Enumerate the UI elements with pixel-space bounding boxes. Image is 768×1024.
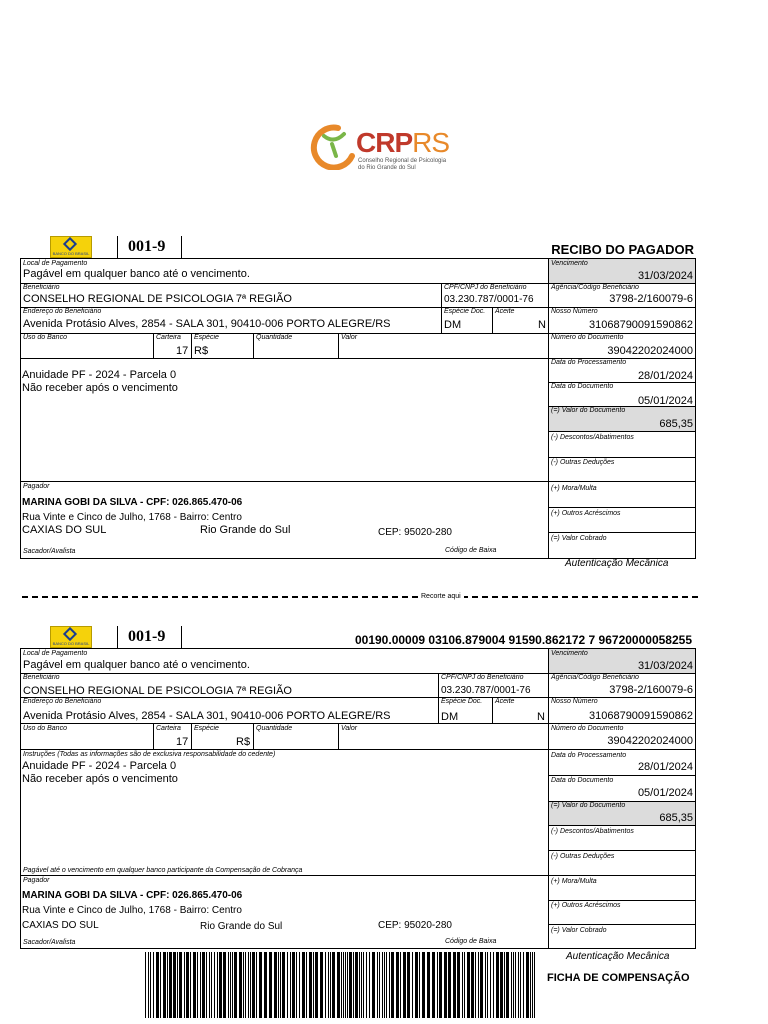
barcode-bar <box>475 952 476 1018</box>
pagador-cep: CEP: 95020-280 <box>378 527 452 538</box>
barcode-bar <box>369 952 370 1018</box>
label-pagador: Pagador <box>23 877 50 884</box>
label-carteira: Carteira <box>156 334 181 341</box>
especie-doc-value: DM <box>444 319 462 331</box>
barcode-bar <box>290 952 291 1018</box>
barcode-bar <box>520 952 521 1018</box>
label-pagador: Pagador <box>23 483 50 490</box>
label-codigo-baixa: Código de Baixa <box>445 938 497 945</box>
pagador-state: Rio Grande do Sul <box>200 524 291 536</box>
label-local: Local de Pagamento <box>23 260 88 267</box>
logo-subtitle-2: do Rio Grande do Sul <box>358 165 416 171</box>
label-beneficiario: Beneficiário <box>23 284 60 291</box>
barcode-bar <box>169 952 172 1018</box>
label-cpf-benef: CPF/CNPJ do Beneficiário <box>441 674 524 681</box>
bank-code-slip: 001-9 <box>128 628 166 645</box>
barcode-bar <box>432 952 435 1018</box>
pagador-cep: CEP: 95020-280 <box>378 920 452 931</box>
barcode-bar <box>167 952 168 1018</box>
bank-logo-mark-icon <box>63 237 77 251</box>
vencimento-value: 31/03/2024 <box>637 660 693 672</box>
barcode-bar <box>467 952 470 1018</box>
barcode-bar <box>150 952 151 1018</box>
barcode-bar <box>250 952 251 1018</box>
logo-subtitle-1: Conselho Regional de Psicologia <box>358 158 447 164</box>
barcode-bar <box>197 952 198 1018</box>
barcode-bar <box>190 952 191 1018</box>
label-especie-doc: Espécie Doc. <box>441 698 483 705</box>
linha-digitavel: 00190.00009 03106.879004 91590.862172 7 96720000058255 <box>354 633 692 647</box>
logo-text-rs: RS <box>412 127 450 158</box>
barcode-bar <box>471 952 474 1018</box>
barcode-bar <box>526 952 529 1018</box>
label-uso-banco: Uso do Banco <box>23 334 67 341</box>
barcode-bar <box>485 952 486 1018</box>
barcode-bar <box>403 952 406 1018</box>
barcode-bar <box>345 952 346 1018</box>
label-data-proc: Data do Processamento <box>551 359 627 366</box>
barcode-bar <box>419 952 420 1018</box>
label-especie: Espécie <box>194 725 219 732</box>
barcode-bar <box>278 952 279 1018</box>
cpf-benef-value: 03.230.787/0001-76 <box>441 685 531 696</box>
label-carteira: Carteira <box>156 725 181 732</box>
barcode-bar <box>453 952 456 1018</box>
label-valor: Valor <box>341 334 358 341</box>
especie-value: R$ <box>194 345 209 357</box>
barcode-bar <box>412 952 413 1018</box>
label-agencia: Agência/Código Beneficiário <box>551 284 639 291</box>
carteira-value: 17 <box>176 345 189 357</box>
barcode-bar <box>228 952 229 1018</box>
barcode-bar <box>504 952 505 1018</box>
barcode-bar <box>234 952 237 1018</box>
label-aceite: Aceite <box>495 308 515 315</box>
instr-line-2: Não receber após o vencimento <box>22 773 178 785</box>
barcode-bar <box>309 952 312 1018</box>
barcode-bar <box>377 952 378 1018</box>
barcode-bar <box>332 952 335 1018</box>
barcode-bar <box>245 952 246 1018</box>
label-vencimento: Vencimento <box>551 260 588 267</box>
label-sacador: Sacador/Avalista <box>23 548 76 555</box>
label-valor-doc: (=) Valor do Documento <box>551 407 626 414</box>
barcode-bar <box>366 952 367 1018</box>
barcode-bar <box>341 952 342 1018</box>
label-instrucoes: Instruções (Todas as informações são de exclusiva responsabilidade do cedente) <box>23 751 276 758</box>
barcode-bar <box>448 952 451 1018</box>
label-valor-cobrado: (=) Valor Cobrado <box>551 927 607 934</box>
barcode-bar <box>217 952 218 1018</box>
barcode-bar <box>427 952 430 1018</box>
barcode-bar <box>389 952 390 1018</box>
barcode-bar <box>349 952 352 1018</box>
barcode-bar <box>490 952 491 1018</box>
especie-value: R$ <box>236 736 251 748</box>
barcode-bar <box>444 952 447 1018</box>
bank-logo-slip <box>50 626 92 648</box>
logo-text-crp: CRP <box>356 127 413 158</box>
label-especie-doc: Espécie Doc. <box>444 308 486 315</box>
barcode-bar <box>361 952 362 1018</box>
label-valor-cobrado: (=) Valor Cobrado <box>551 535 607 542</box>
barcode-bar <box>280 952 281 1018</box>
cpf-benef-value: 03.230.787/0001-76 <box>444 294 534 305</box>
auth-label: Autenticação Mecânica <box>565 558 669 569</box>
valor-doc-value: 685,35 <box>659 812 693 824</box>
cut-line <box>22 596 698 598</box>
pagador-city: CAXIAS DO SUL <box>22 524 107 536</box>
label-footer-note: Pagável até o vencimento em qualquer banco participante da Compensação de Cobrança <box>23 867 303 874</box>
nosso-numero-value: 31068790091590862 <box>588 710 693 722</box>
label-outras-deducoes: (-) Outras Deduções <box>551 853 615 860</box>
data-doc-value: 05/01/2024 <box>637 395 693 407</box>
receipt-title: RECIBO DO PAGADOR <box>551 242 694 257</box>
org-logo <box>310 122 470 174</box>
barcode-bar <box>160 952 161 1018</box>
barcode-bar <box>400 952 401 1018</box>
label-numero-doc: Número do Documento <box>551 725 624 732</box>
barcode-bar <box>407 952 410 1018</box>
barcode-bar <box>325 952 326 1018</box>
barcode-bar <box>363 952 364 1018</box>
agencia-value: 3798-2/160079-6 <box>609 293 693 305</box>
barcode-bar <box>232 952 233 1018</box>
barcode-bar <box>500 952 503 1018</box>
instr-line-2: Não receber após o vencimento <box>22 382 178 394</box>
label-local: Local de Pagamento <box>23 650 88 657</box>
barcode-bar <box>148 952 149 1018</box>
especie-doc-value: DM <box>441 711 459 723</box>
barcode-bar <box>480 952 483 1018</box>
label-cpf-benef: CPF/CNPJ do Beneficiário <box>444 284 527 291</box>
crprs-emblem-icon <box>310 122 356 170</box>
barcode-bar <box>315 952 318 1018</box>
barcode-bar <box>337 952 340 1018</box>
barcode-bar <box>462 952 463 1018</box>
barcode-bar <box>493 952 494 1018</box>
label-descontos: (-) Descontos/Abatimentos <box>551 434 634 441</box>
label-numero-doc: Número do Documento <box>551 334 624 341</box>
barcode-bar <box>313 952 314 1018</box>
label-descontos: (-) Descontos/Abatimentos <box>551 828 634 835</box>
barcode-bar <box>145 952 146 1018</box>
label-valor: Valor <box>341 725 358 732</box>
beneficiario-value: CONSELHO REGIONAL DE PSICOLOGIA 7ª REGIÃO <box>23 685 292 697</box>
label-nosso-numero: Nosso Número <box>551 308 598 315</box>
valor-doc-value: 685,35 <box>659 418 693 430</box>
barcode-bar <box>256 952 257 1018</box>
barcode-bar <box>487 952 488 1018</box>
barcode-bar <box>163 952 166 1018</box>
label-data-doc: Data do Documento <box>551 383 614 390</box>
barcode-bar <box>384 952 385 1018</box>
cut-label: Recorte aqui <box>418 593 464 600</box>
barcode-bar <box>496 952 499 1018</box>
barcode-bar <box>153 952 154 1018</box>
label-uso-banco: Uso do Banco <box>23 725 67 732</box>
label-nosso-numero: Nosso Número <box>551 698 598 705</box>
barcode-bar <box>523 952 524 1018</box>
barcode-bar <box>259 952 262 1018</box>
label-agencia: Agência/Código Beneficiário <box>551 674 639 681</box>
label-sacador: Sacador/Avalista <box>23 939 76 946</box>
barcode-bar <box>464 952 465 1018</box>
label-quantidade: Quantidade <box>256 725 293 732</box>
data-proc-value: 28/01/2024 <box>637 370 693 382</box>
aceite-value: N <box>538 319 546 331</box>
label-valor-doc: (=) Valor do Documento <box>551 802 626 809</box>
bank-code: 001-9 <box>128 238 166 255</box>
beneficiario-value: CONSELHO REGIONAL DE PSICOLOGIA 7ª REGIÃO <box>23 293 292 305</box>
barcode-bar <box>264 952 267 1018</box>
barcode-bar <box>515 952 516 1018</box>
label-mora: (+) Mora/Multa <box>551 878 597 885</box>
barcode-bar <box>511 952 512 1018</box>
barcode-bar <box>274 952 277 1018</box>
barcode-bar <box>391 952 394 1018</box>
barcode-bar <box>177 952 178 1018</box>
barcode-bar <box>506 952 509 1018</box>
vencimento-value: 31/03/2024 <box>637 270 693 282</box>
barcode-bar <box>457 952 460 1018</box>
barcode-bar <box>343 952 344 1018</box>
label-vencimento: Vencimento <box>551 650 588 657</box>
auth-label: Autenticação Mecânica <box>566 951 670 962</box>
barcode-bar <box>359 952 360 1018</box>
pagador-name: MARINA GOBI DA SILVA - CPF: 026.865.470-06 <box>22 497 243 508</box>
label-data-doc: Data do Documento <box>551 777 614 784</box>
barcode-bar <box>269 952 272 1018</box>
barcode-bar <box>243 952 244 1018</box>
barcode <box>145 952 537 1018</box>
barcode-bar <box>184 952 185 1018</box>
label-beneficiario: Beneficiário <box>23 674 60 681</box>
barcode-bar <box>386 952 387 1018</box>
barcode-bar <box>422 952 425 1018</box>
label-especie: Espécie <box>194 334 219 341</box>
barcode-bar <box>437 952 438 1018</box>
barcode-bar <box>223 952 226 1018</box>
pagador-city: CAXIAS DO SUL <box>22 920 99 931</box>
agencia-value: 3798-2/160079-6 <box>609 684 693 696</box>
barcode-bar <box>230 952 231 1018</box>
barcode-bar <box>219 952 222 1018</box>
barcode-bar <box>282 952 285 1018</box>
pagador-name: MARINA GOBI DA SILVA - CPF: 026.865.470-06 <box>22 890 243 901</box>
barcode-bar <box>320 952 323 1018</box>
barcode-bar <box>382 952 383 1018</box>
barcode-bar <box>214 952 215 1018</box>
barcode-bar <box>248 952 249 1018</box>
barcode-bar <box>287 952 288 1018</box>
endereco-value: Avenida Protásio Alves, 2854 - SALA 301, 90410-006 PORTO ALEGRE/RS <box>23 318 391 330</box>
data-doc-value: 05/01/2024 <box>637 787 693 799</box>
barcode-bar <box>518 952 519 1018</box>
barcode-bar <box>330 952 331 1018</box>
label-outras-deducoes: (-) Outras Deduções <box>551 459 615 466</box>
label-quantidade: Quantidade <box>256 334 293 341</box>
barcode-bar <box>532 952 533 1018</box>
data-proc-value: 28/01/2024 <box>637 761 693 773</box>
label-outros-acrescimos: (+) Outros Acréscimos <box>551 510 621 517</box>
barcode-bar <box>530 952 531 1018</box>
numero-doc-value: 39042202024000 <box>607 345 693 357</box>
local-value: Pagável em qualquer banco até o vencimento. <box>23 268 250 280</box>
barcode-bar <box>328 952 329 1018</box>
barcode-bar <box>534 952 535 1018</box>
instr-line-1: Anuidade PF - 2024 - Parcela 0 <box>22 760 177 772</box>
pagador-address: Rua Vinte e Cinco de Julho, 1768 - Bairro: Centro <box>22 905 242 916</box>
bank-logo-text: BANCO DO BRASIL <box>52 251 90 256</box>
barcode-bar <box>415 952 418 1018</box>
barcode-bar <box>239 952 242 1018</box>
barcode-bar <box>372 952 375 1018</box>
label-codigo-baixa: Código de Baixa <box>445 547 497 554</box>
barcode-bar <box>299 952 300 1018</box>
local-value: Pagável em qualquer banco até o vencimento. <box>23 659 250 671</box>
carteira-value: 17 <box>176 736 189 748</box>
numero-doc-value: 39042202024000 <box>607 735 693 747</box>
bank-logo-mark-icon <box>63 627 77 641</box>
barcode-bar <box>173 952 176 1018</box>
barcode-bar <box>306 952 307 1018</box>
barcode-bar <box>478 952 479 1018</box>
barcode-bar <box>347 952 348 1018</box>
endereco-value: Avenida Protásio Alves, 2854 - SALA 301, 90410-006 PORTO ALEGRE/RS <box>23 710 391 722</box>
barcode-bar <box>179 952 182 1018</box>
label-endereco: Endereço do Beneficiário <box>23 698 102 705</box>
instr-line-1: Anuidade PF - 2024 - Parcela 0 <box>22 369 177 381</box>
barcode-bar <box>355 952 358 1018</box>
barcode-bar <box>396 952 399 1018</box>
bank-logo-text: BANCO DO BRASIL <box>52 641 90 646</box>
barcode-bar <box>252 952 255 1018</box>
label-mora: (+) Mora/Multa <box>551 485 597 492</box>
label-outros-acrescimos: (+) Outros Acréscimos <box>551 902 621 909</box>
bank-logo <box>50 236 92 258</box>
barcode-bar <box>439 952 442 1018</box>
barcode-bar <box>206 952 207 1018</box>
barcode-bar <box>292 952 295 1018</box>
barcode-bar <box>209 952 210 1018</box>
ficha-title: FICHA DE COMPENSAÇÃO <box>547 972 690 984</box>
barcode-bar <box>186 952 189 1018</box>
barcode-bar <box>200 952 201 1018</box>
barcode-bar <box>302 952 305 1018</box>
barcode-bar <box>202 952 205 1018</box>
barcode-bar <box>353 952 354 1018</box>
barcode-bar <box>296 952 297 1018</box>
barcode-bar <box>513 952 514 1018</box>
barcode-bar <box>193 952 196 1018</box>
nosso-numero-value: 31068790091590862 <box>588 319 693 331</box>
aceite-value: N <box>537 711 545 723</box>
label-endereco: Endereço do Beneficiário <box>23 308 102 315</box>
barcode-bar <box>379 952 380 1018</box>
pagador-state: Rio Grande do Sul <box>200 921 283 932</box>
label-aceite: Aceite <box>495 698 515 705</box>
barcode-bar <box>156 952 159 1018</box>
barcode-bar <box>211 952 212 1018</box>
pagador-address: Rua Vinte e Cinco de Julho, 1768 - Bairro: Centro <box>22 512 242 523</box>
label-data-proc: Data do Processamento <box>551 752 627 759</box>
